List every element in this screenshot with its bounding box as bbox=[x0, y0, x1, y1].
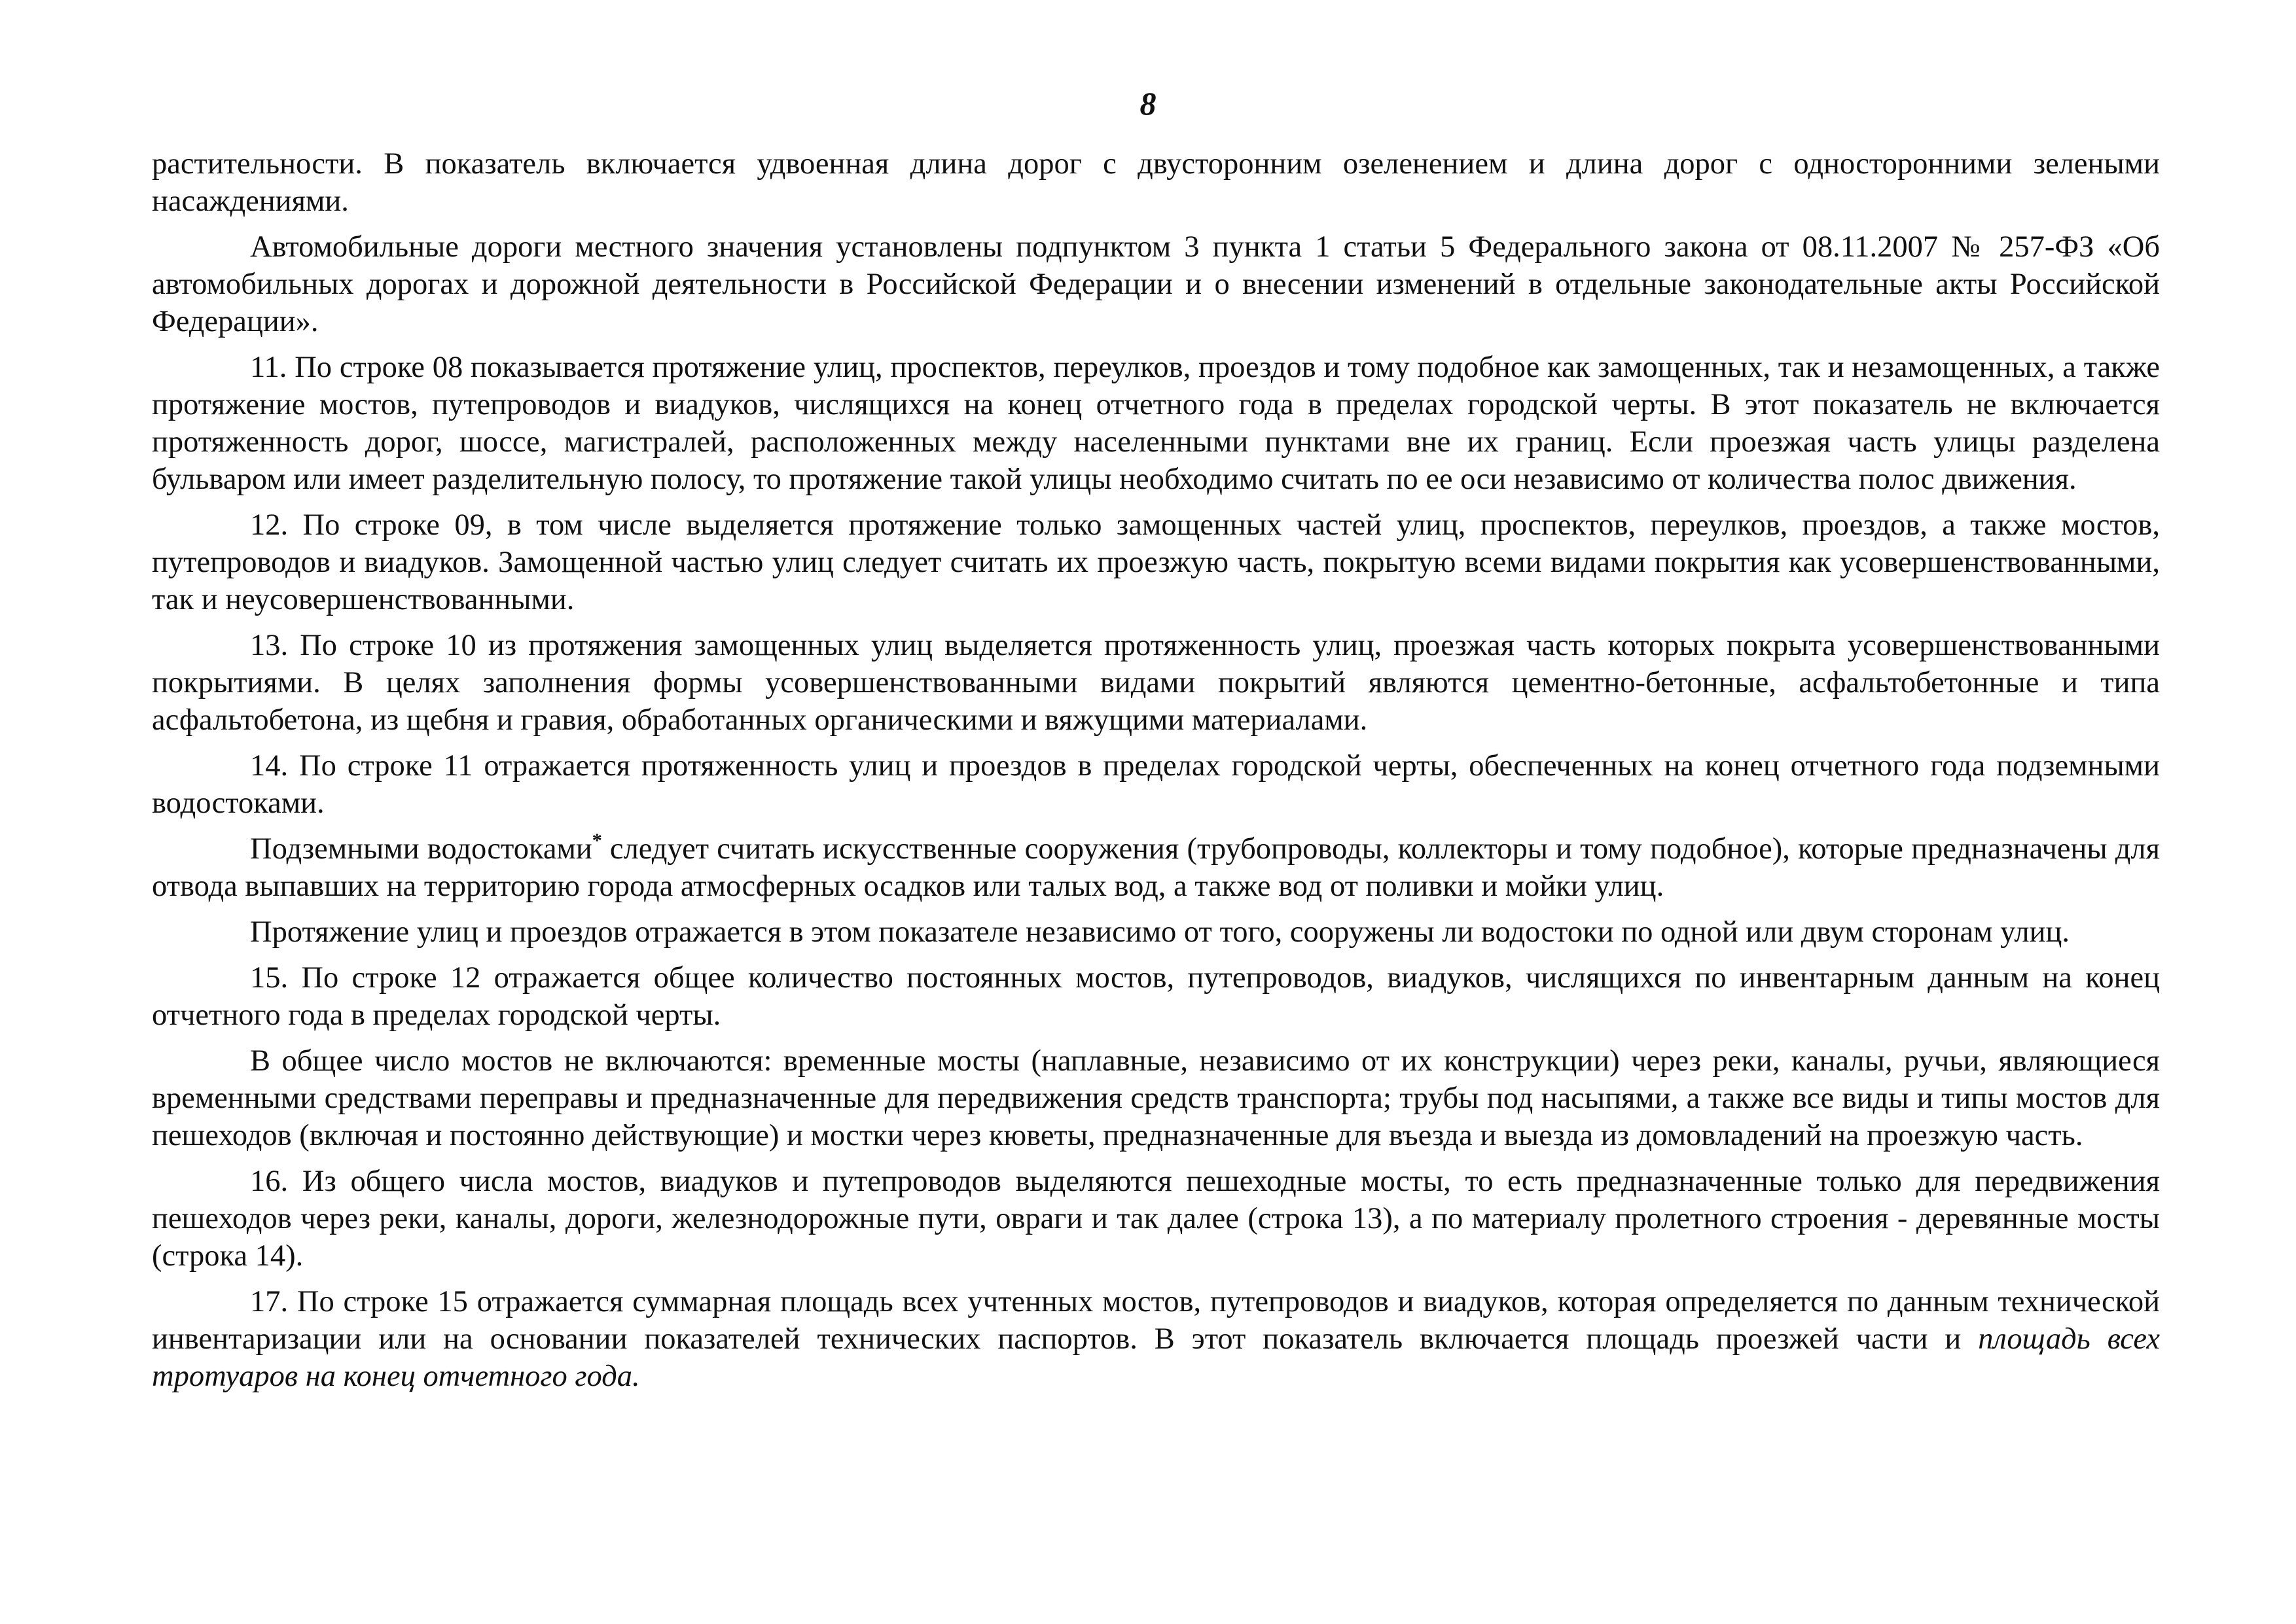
paragraph-item-11: 11. По строке 08 показывается протяжение улиц, проспектов, переулков, проездов и тому подобное как замощенных, так и незамощенных, а также протяжение мостов, путепроводов и виадуков, числящихся на конец отчетного года в пределах городской черты. В этот показатель не включается протяженность дорог, шоссе, магистралей, расположенных между населенными пунктами вне их границ. Если проезжая часть улицы разделена бульваром или имеет разделительную полосу, то протяжение такой улицы необходимо считать по ее оси независимо от количества полос движения. bbox=[152, 351, 2160, 496]
paragraph-bridges-exclusions: В общее число мостов не включаются: временные мосты (наплавные, независимо от их конструкции) через реки, каналы, ручьи, являющиеся временными средствами переправы и предназначенные для передвижения средств транспорта; трубы под насыпями, а также все виды и типы мостов для пешеходов (включая и постоянно действующие) и мостки через кюветы, предназначенные для въезда и выезда из домовладений на проезжую часть. bbox=[152, 1044, 2160, 1152]
paragraph-drains-length: Протяжение улиц и проездов отражается в этом показателе независимо от того, сооружены ли водостоки по одной или двум сторонам улиц. bbox=[250, 915, 2070, 949]
paragraph-drains-definition bbox=[152, 830, 2160, 905]
paragraph-item-17 bbox=[152, 1283, 2160, 1395]
paragraph-item-16: 16. Из общего числа мостов, виадуков и путепроводов выделяются пешеходные мосты, то есть предназначенные только для передвижения пешеходов через реки, каналы, дороги, железнодорожные пути, овраги и так далее (строка 13), а по материалу пролетного строения - деревянные мосты (строка 14). bbox=[152, 1165, 2160, 1273]
drains-term: Подземными водостоками bbox=[250, 832, 592, 866]
item-17-italic-tail: площадь всех тротуаров на конец отчетного года. bbox=[152, 1322, 2160, 1393]
paragraph-item-14: 14. По строке 11 отражается протяженность улиц и проездов в пределах городской черты, обеспеченных на конец отчетного года подземными водостоками. bbox=[152, 749, 2160, 820]
paragraph-item-15: 15. По строке 12 отражается общее количество постоянных мостов, путепроводов, виадуков, числящихся по инвентарным данным на конец отчетного года в пределах городской черты. bbox=[152, 961, 2160, 1032]
paragraph-federal-law-reference: Автомобильные дороги местного значения установлены подпунктом 3 пункта 1 статьи 5 Федерального закона от 08.11.2007 № 257-ФЗ «Об автомобильных дорогах и дорожной деятельности в Российской Федерации и о внесении изменений в отдельные законодательные акты Российской Федерации». bbox=[152, 230, 2160, 338]
drains-definition-text: следует считать искусственные сооружения (трубопроводы, коллекторы и тому подобное), которые предназначены для отвода выпавших на территорию города атмосферных осадков или талых вод, а также вод от поливки и мойки улиц. bbox=[152, 832, 2160, 903]
page-number: 8 bbox=[1139, 85, 1157, 122]
paragraph-item-13: 13. По строке 10 из протяжения замощенных улиц выделяется протяженность улиц, проезжая часть которых покрыта усовершенствованными покрытиями. В целях заполнения формы усовершенствованными видами покрытий являются цементно-бетонные, асфальтобетонные и типа асфальтобетона, из щебня и гравия, обработанных органическими и вяжущими материалами. bbox=[152, 629, 2160, 737]
paragraph-continuation: растительности. В показатель включается удвоенная длина дорог с двусторонним озеленением и длина дорог с односторонними зелеными насаждениями. bbox=[152, 147, 2160, 218]
document-body bbox=[152, 145, 2160, 1403]
footnote-marker: * bbox=[592, 830, 602, 851]
paragraph-item-12: 12. По строке 09, в том числе выделяется протяжение только замощенных частей улиц, проспектов, переулков, проездов, а также мостов, путепроводов и виадуков. Замощенной частью улиц следует считать их проезжую часть, покрытую всеми видами покрытия как усовершенствованными, так и неусовершенствованными. bbox=[152, 508, 2160, 616]
item-17-main-text: 17. По строке 15 отражается суммарная площадь всех учтенных мостов, путепроводов и виадуков, которая определяется по данным технической инвентаризации или на основании показателей технических паспортов. В этот показатель включается площадь проезжей части и bbox=[152, 1285, 2160, 1356]
